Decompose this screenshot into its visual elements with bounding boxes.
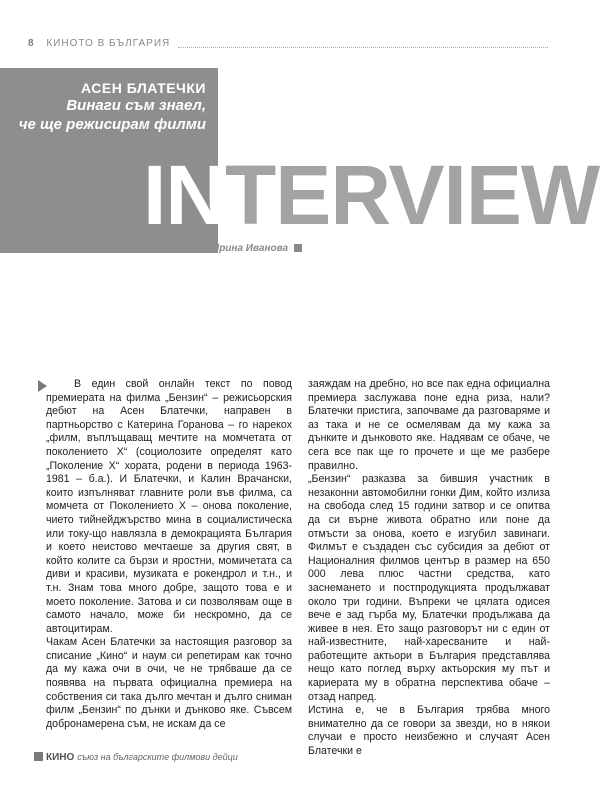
article-column-2 <box>308 378 550 759</box>
header-dotted-rule <box>178 47 548 48</box>
author-byline <box>212 243 302 254</box>
paragraph: Чакам Асен Блатечки за настоящия разговор за списание „Кино“ и наум си репетирам как точно да му кажа очи в очи, че не трябваше да се появява на първата официална премиера на собствения си така дълго мечтан и дълго сниман филм „Бензин“ по дънки и дънково яке. Съвсем добронамерена съм, не искам да се <box>46 636 292 730</box>
section-title: КИНОТО В БЪЛГАРИЯ <box>46 38 171 49</box>
footer-square-icon <box>34 752 43 761</box>
page-number: 8 <box>28 38 35 49</box>
article-column-1 <box>46 378 292 731</box>
interviewee-name: АСЕН БЛАТЕЧКИ <box>81 80 206 96</box>
author-name: Ирина Иванова <box>212 243 289 254</box>
interview-wordmark-light: IN <box>143 148 225 242</box>
interview-wordmark <box>143 150 599 240</box>
paragraph: заяждам на дребно, но все пак една официална премиера заслужава поне една риза, нали? Блатечки пристига, започваме да разговаряме и аз така и не се осмелявам да му кажа за дънките и дънковото яке. Надявам се обаче, че сега все пак ще го прочете и ще ме разбере правилно. <box>308 378 550 472</box>
page-footer <box>34 752 238 763</box>
paragraph: „Бензин“ разказва за бившия участник в незаконни автомобилни гонки Дим, който излиза на свобода след 15 години затвор и се опитва да си върне живота обратно или поне да отмъсти за онова, което е изгубил завинаги. Филмът е създаден със субсидия за дебют от Националния филмов център в размер на 650 000 лева плюс частни средства, като заснемането и постпродукцията продължават около три години. Въпреки че цялата одисея вече е зад гърба му, Блатечки продължава да живее в нея. Ето защо разговорът ни с един от най-известните, най-харесваните и най-работещите актьори в България представлява нещо като поглед върху актьорския му път и кариерата му в обратна перспектива обаче – отзад напред. <box>308 473 550 703</box>
headline-line-1: Винаги съм знаел, <box>66 97 206 114</box>
paragraph: Истина е, че в България трябва много внимателно да се говори за звезди, но в някои случаи е просто неизбежно и случаят Асен Блатечки е <box>308 704 550 758</box>
page-header <box>28 38 548 52</box>
headline-line-2: че ще режисирам филми <box>18 116 206 133</box>
magazine-brand: КИНО <box>46 752 75 763</box>
publisher-name: съюз на българските филмови дейци <box>77 752 238 762</box>
byline-square-icon <box>294 244 302 252</box>
interview-wordmark-dark: TERVIEW <box>225 148 600 242</box>
article-title <box>0 80 206 134</box>
paragraph: В един свой онлайн текст по повод премиерата на филма „Бензин“ – режисьорския дебют на Асен Блатечки, направен в партньорство с Катерина Горанова – го нарекох „филм, въплъщаващ мечтите на момчетата от поколението Х“ (социолозите определят като „Поколение Х“ хората, родени в периода 1963-1981 – б.а.). И Блатечки, и Калин Врачански, които изпълняват главните роли във филма, са момчета от Поколението Х – онова поколение, чието тийнейджърство мина в социалистическа или току-що навлязла в демокрацията България и което неистово мечтаеше за другия свят, в който колите са бързи и яростни, момичетата са диви и красиви, музиката е рокендрол и т.н., и т.н. Знам това много добре, защото това е и моето поколение. Затова и си позволявам още в самото начало, може би нескромно, да се автоцитирам. <box>46 378 292 635</box>
